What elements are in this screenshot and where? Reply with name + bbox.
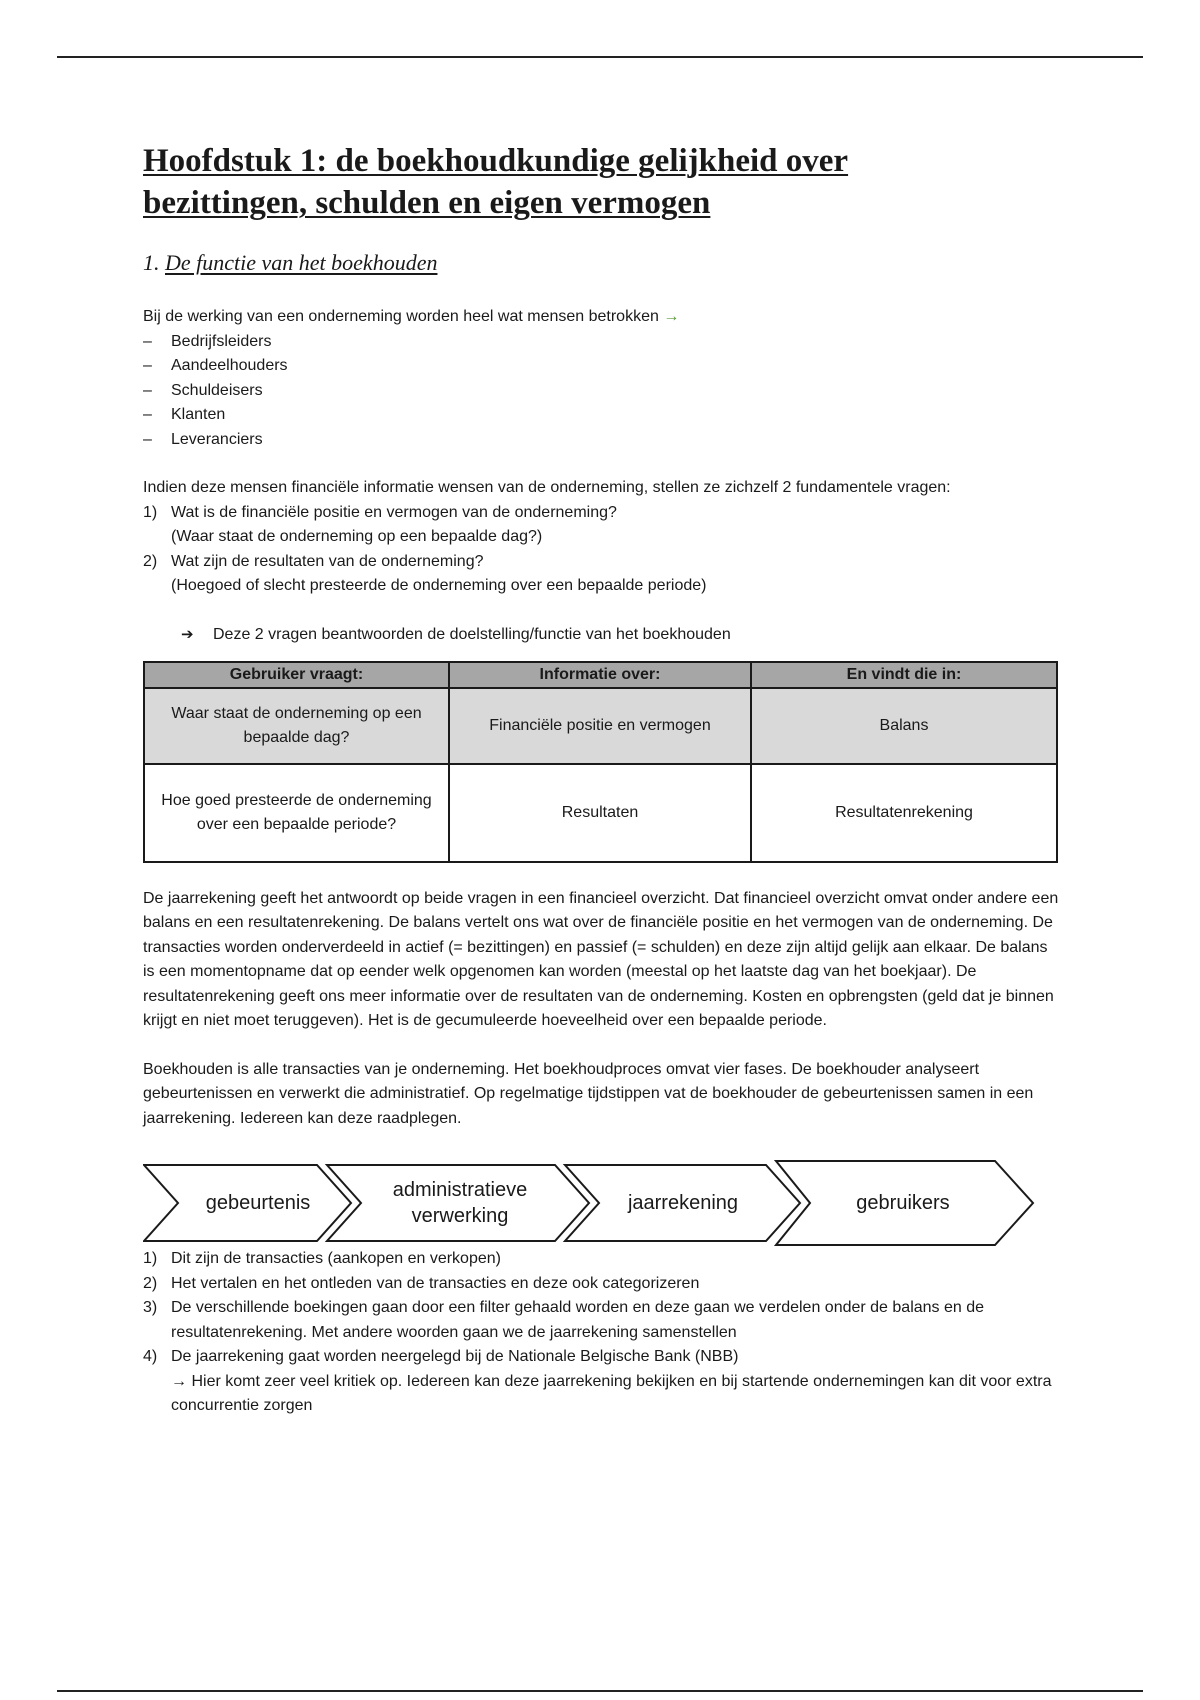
question-sub: (Waar staat de onderneming op een bepaalde dag?) xyxy=(171,528,543,545)
section-title: De functie van het boekhouden xyxy=(165,250,438,275)
table-cell: Financiële positie en vermogen xyxy=(449,688,751,764)
header-rule xyxy=(57,56,1143,58)
intro-text: Bij de werking van een onderneming worden heel wat mensen betrokken xyxy=(143,308,659,325)
questions-list xyxy=(143,501,1063,599)
table-header-row xyxy=(144,662,1057,688)
step-text: Het vertalen en het ontleden van de transacties en deze ook categorizeren xyxy=(171,1274,700,1292)
list-item: – Klanten xyxy=(143,403,1063,428)
table-cell: Waar staat de onderneming op een bepaalde dag? xyxy=(144,688,449,764)
list-item: – Bedrijfsleiders xyxy=(143,330,1063,355)
list-number: 4) xyxy=(143,1348,158,1365)
list-item: – Schuldeisers xyxy=(143,379,1063,404)
table-cell: Resultatenrekening xyxy=(751,764,1057,862)
callout xyxy=(143,623,1063,647)
list-item xyxy=(143,1296,1063,1345)
list-number: 1) xyxy=(143,1250,158,1267)
chapter-title-line-2: bezittingen, schulden en eigen vermogen xyxy=(143,185,711,221)
chapter-title-line-1: Hoofdstuk 1: de boekhoudkundige gelijkheid over xyxy=(143,143,849,179)
table-cell: Resultaten xyxy=(449,764,751,862)
list-item: – Leveranciers xyxy=(143,428,1063,453)
table-cell: Balans xyxy=(751,688,1057,764)
table-header: Informatie over: xyxy=(449,662,751,688)
list-number: 3) xyxy=(143,1299,158,1316)
green-arrow-icon: → xyxy=(663,308,680,325)
info-table xyxy=(143,661,1058,863)
callout-text: Deze 2 vragen beantwoorden de doelstelling/functie van het boekhouden xyxy=(213,625,731,643)
table-header: En vindt die in: xyxy=(751,662,1057,688)
list-item xyxy=(143,1272,1063,1297)
process-step-label: jaarrekening xyxy=(627,1192,739,1214)
question-sub: (Hoegoed of slecht presteerde de onderneming over een bepaalde periode) xyxy=(171,577,707,594)
section-heading xyxy=(143,248,1063,278)
question-text: Wat zijn de resultaten van de onderneming? xyxy=(171,552,484,570)
table-row xyxy=(144,764,1057,862)
process-step-label: administratieve verwerking xyxy=(392,1179,528,1227)
list-number: 1) xyxy=(143,503,158,521)
intro-paragraph xyxy=(143,305,1063,330)
questions-lead: Indien deze mensen financiële informatie wensen van de onderneming, stellen ze zichzelf 2 fundamentele vragen: xyxy=(143,479,951,496)
process-steps-list xyxy=(143,1247,1063,1419)
stakeholder-list xyxy=(143,330,1063,453)
chapter-title xyxy=(143,140,1063,224)
section-number: 1. xyxy=(143,250,160,275)
bold-arrow-icon: ➔ xyxy=(181,625,194,643)
step-note xyxy=(171,1370,1063,1419)
note-text: Hier komt zeer veel kritiek op. Iedereen kan deze jaarrekening bekijken en bij startende ondernemingen kan dit voor extra concurrentie zorgen xyxy=(171,1372,1052,1414)
list-item xyxy=(143,501,1063,550)
process-diagram xyxy=(143,1157,1063,1247)
list-number: 2) xyxy=(143,552,158,570)
list-item xyxy=(143,1247,1063,1272)
arrow-icon: → xyxy=(171,1372,187,1390)
boekhouden-paragraph: Boekhouden is alle transacties van je onderneming. Het boekhoudproces omvat vier fases. De boekhouder analyseert gebeurtenissen en verwerkt die administratief. Op regelmatige tijdstippen vat de boekhouder de gebeurtenissen samen in een jaarrekening. Iedereen kan deze raadplegen. xyxy=(143,1060,1034,1127)
document-body xyxy=(143,140,1063,1419)
table-cell: Hoe goed presteerde de onderneming over een bepaalde periode? xyxy=(144,764,449,862)
list-item xyxy=(143,1345,1063,1419)
process-step-label: gebeurtenis xyxy=(205,1192,311,1214)
step-text: Dit zijn de transacties (aankopen en verkopen) xyxy=(171,1250,501,1267)
question-text: Wat is de financiële positie en vermogen van de onderneming? xyxy=(171,503,617,521)
step-text: De jaarrekening gaat worden neergelegd bij de Nationale Belgische Bank (NBB) xyxy=(171,1348,739,1365)
list-item xyxy=(143,550,1063,599)
jaarrekening-paragraph: De jaarrekening geeft het antwoordt op beide vragen in een financieel overzicht. Dat financieel overzicht omvat onder andere een balans en een resultatenrekening. De balans vertelt ons wat over de financiële positie en het vermogen van de onderneming. De transacties worden onderverdeeld in actief (= bezittingen) en passief (= schulden) en deze zijn altijd gelijk aan elkaar. De balans is een momentopname dat op eender welk opgenomen kan worden (meestal op het laatste dag van het boekjaar). De resultatenrekening geeft ons meer informatie over de resultaten van de onderneming. Kosten en opbrengsten (geld dat je binnen krijgt en niet moet teruggeven). Het is de gecumuleerde hoeveelheid over een bepaalde periode. xyxy=(143,889,1059,1029)
footer-rule xyxy=(57,1690,1143,1692)
table-header: Gebruiker vraagt: xyxy=(144,662,449,688)
process-step-label: gebruikers xyxy=(856,1192,950,1214)
table-row xyxy=(144,688,1057,764)
step-text: De verschillende boekingen gaan door een filter gehaald worden en deze gaan we verdelen onder de balans en de resultatenrekening. Met andere woorden gaan we de jaarrekening samenstellen xyxy=(171,1299,985,1341)
list-number: 2) xyxy=(143,1274,158,1292)
list-item: – Aandeelhouders xyxy=(143,354,1063,379)
